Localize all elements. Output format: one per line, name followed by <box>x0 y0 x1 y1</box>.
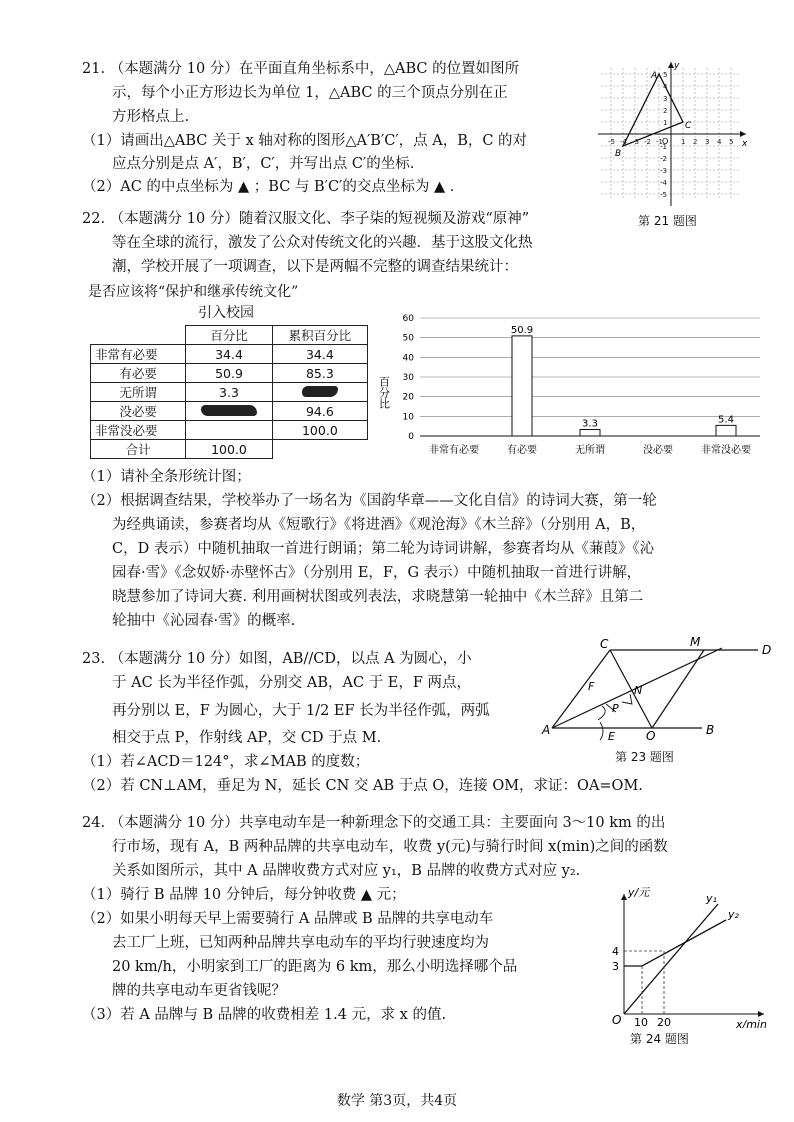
q21-line-1: 21. （本题满分 10 分）在平面直角坐标系中，△ABC 的位置如图所 <box>82 61 520 77</box>
q24-line-8: 牌的共享电动车更省钱呢？ <box>112 983 286 999</box>
table-header-cell: 百分比 <box>186 326 273 345</box>
table-cell: 合计 <box>91 440 186 459</box>
q21-point-a: A <box>651 71 658 81</box>
table-cell: 非常有必要 <box>91 345 186 364</box>
table-row <box>91 364 368 383</box>
q21-line-4: （1）请画出△ABC 关于 x 轴对称的图形△A′B′C′，点 A，B，C 的对 <box>82 133 528 149</box>
table-header-cell <box>91 326 186 345</box>
q21-xtick: -3 <box>632 138 639 146</box>
table-cell-obscured <box>272 383 367 402</box>
chart-data-label: 3.3 <box>582 418 598 430</box>
q21-point-b: B <box>615 149 622 159</box>
q23-geometry-figure <box>540 636 774 760</box>
survey-table <box>90 325 368 459</box>
tick-4: 4 <box>612 945 619 958</box>
q24-line-7: 20 km/h，小明家到工厂的距离为 6 km，那么小明选择哪个品 <box>112 959 518 975</box>
origin-label: O <box>612 1013 622 1027</box>
table-row <box>91 345 368 364</box>
label-c: C <box>600 637 609 651</box>
table-cell: 非常没必要 <box>91 421 186 440</box>
table-cell: 50.9 <box>186 364 273 383</box>
tick-20: 20 <box>657 1016 671 1028</box>
q21-xtick: 4 <box>717 138 722 146</box>
chart-ytick-label: 30 <box>402 373 414 383</box>
q22-sub-2-line: 轮抽中《沁园春·雪》的概率. <box>112 613 296 629</box>
q21-xtick: -5 <box>608 138 615 146</box>
q21-line-3: 方形格点上. <box>112 109 190 125</box>
q22-sub-2-line: 晓慧参加了诗词大赛. 利用画树状图或列表法，求晓慧第一轮抽中《木兰辞》且第二 <box>112 589 644 605</box>
q24-x-label: x/min <box>736 1018 767 1028</box>
q24-line-5: （2）如果小明每天早上需要骑行 A 品牌或 B 品牌的共享电动车 <box>82 911 494 927</box>
label-o: O <box>646 729 656 743</box>
table-cell: 34.4 <box>272 345 367 364</box>
chart-category-label: 非常没必要 <box>701 445 751 456</box>
q21-coordinate-grid <box>596 58 756 210</box>
q23-line-4: 相交于点 P，作射线 AP，交 CD 于点 M. <box>112 730 382 746</box>
chart-category-label: 非常有必要 <box>429 445 479 456</box>
q22-line-1: 22. （本题满分 10 分）随着汉服文化、李子柒的短视频及游戏“原神” <box>82 211 530 227</box>
line-ac <box>552 650 610 728</box>
q21-ytick: 2 <box>663 107 668 115</box>
chart-category-label: 没必要 <box>643 445 673 456</box>
q22-sub-2-line: 园春·雪》《念奴娇·赤壁怀古》（分别用 E，F，G 表示）中随机抽取一首进行讲解， <box>112 565 642 581</box>
bar-chart <box>372 306 764 460</box>
line-y2 <box>624 920 726 966</box>
label-y1: y₁ <box>706 892 717 905</box>
q21-x-label: x <box>742 139 748 149</box>
q21-ytick: -2 <box>660 155 667 163</box>
table-cell: 无所谓 <box>91 383 186 402</box>
q21-xtick: -1 <box>656 138 663 146</box>
table-cell: 100.0 <box>272 421 367 440</box>
q22-line-2: 等在全球的流行，激发了公众对传统文化的兴趣．基于这股文化热 <box>112 235 533 251</box>
chart-data-label: 50.9 <box>510 324 534 336</box>
table-cell <box>186 421 273 440</box>
ink-blot <box>201 405 257 416</box>
chart-ylabel: 百分比 <box>377 376 391 409</box>
q21-y-label: y <box>674 61 680 71</box>
tick-3: 3 <box>612 960 619 973</box>
line-y1 <box>624 904 718 1014</box>
q21-ytick: -4 <box>660 179 667 187</box>
label-b: B <box>706 723 715 737</box>
table-cell: 85.3 <box>272 364 367 383</box>
label-e: E <box>608 730 615 743</box>
chart-ytick-label: 50 <box>402 333 414 344</box>
table-title: 是否应该将“保护和继承传统文化” <box>88 284 299 300</box>
ink-blot <box>302 386 338 397</box>
chart-bar <box>580 430 600 436</box>
q21-ytick: 3 <box>663 95 668 103</box>
table-cell: 有必要 <box>91 364 186 383</box>
q22-sub-2: （2）根据调查结果，学校举办了一场名为《国韵华章——文化自信》的诗词大赛，第一轮 <box>82 493 657 509</box>
page-footer: 数学 第3页，共4页 <box>336 1093 458 1109</box>
table-row <box>91 383 368 402</box>
chart-category-label: 有必要 <box>507 445 537 456</box>
chart-ytick-label: 0 <box>408 432 414 442</box>
q22-sub-2-line: C，D 表示）中随机抽取一首进行朗诵；第二轮为诗词讲解，参赛者均从《蒹葭》《沁 <box>112 541 655 557</box>
chart-ytick-label: 20 <box>402 392 414 403</box>
chart-data-label: 5.4 <box>718 414 734 426</box>
label-n: N <box>634 684 643 697</box>
q23-line-3: 再分别以 E，F 为圆心，大于 1/2 EF 长为半径作弧，两弧 <box>112 703 490 719</box>
chart-bar <box>512 336 532 436</box>
q21-ytick: 4 <box>663 83 668 91</box>
table-cell: 3.3 <box>186 383 273 402</box>
q21-ytick: -1 <box>660 143 667 151</box>
q23-caption: 第 23 题图 <box>615 750 674 764</box>
table-cell: 34.4 <box>186 345 273 364</box>
label-p: P <box>612 702 619 715</box>
right-angle-mark <box>622 694 632 704</box>
table-cell <box>272 440 367 459</box>
q21-xtick: -4 <box>620 138 627 146</box>
q24-line-4: （1）骑行 B 品牌 10 分钟后，每分钟收费 ▲ 元； <box>82 887 406 903</box>
q24-line-6: 去工厂上班，已知两种品牌共享电动车的平均行驶速度均为 <box>112 935 489 951</box>
line-om <box>652 650 704 728</box>
q21-origin-label: O <box>662 137 669 146</box>
q22-sub-1: （1）请补全条形统计图； <box>82 469 251 485</box>
q21-line-5: 应点分别是点 A′，B′，C′，并写出点 C′的坐标. <box>112 156 415 172</box>
table-cell: 94.6 <box>272 402 367 421</box>
q22-sub-2-line: 为经典诵读，参赛者均从《短歌行》《将进酒》《观沧海》《木兰辞》（分别用 A，B， <box>112 517 646 533</box>
q23-line-6: （2）若 CN⊥AM，垂足为 N，延长 CN 交 AB 于点 O，连接 OM，求证：OA=OM. <box>82 778 643 794</box>
q23-line-5: （1）若∠ACD＝124°，求∠MAB 的度数； <box>82 754 370 770</box>
line-co <box>610 650 652 728</box>
table-row <box>91 440 368 459</box>
q21-xtick: 3 <box>705 138 710 146</box>
q21-ytick: 1 <box>663 119 668 127</box>
arc-f <box>598 706 605 720</box>
chart-ytick-label: 60 <box>402 314 414 324</box>
q21-xtick: 5 <box>729 138 734 146</box>
table-cell: 没必要 <box>91 402 186 421</box>
q21-line-6: （2）AC 的中点坐标为 ▲ ；BC 与 B′C′的交点坐标为 ▲ . <box>82 179 455 195</box>
chart-ytick-label: 40 <box>402 353 414 364</box>
arc-e <box>600 722 603 740</box>
label-f: F <box>588 680 595 693</box>
chart-ytick-label: 10 <box>402 412 414 423</box>
q24-y-label: y/元 <box>628 886 650 899</box>
table-cell-obscured <box>186 402 273 421</box>
q24-function-graph <box>588 886 768 1028</box>
table-cell: 100.0 <box>186 440 273 459</box>
tick-10: 10 <box>634 1016 648 1028</box>
label-d: D <box>762 643 772 657</box>
chart-bar <box>716 425 736 436</box>
label-a: A <box>542 723 551 737</box>
q21-line-2: 示，每个小正方形边长为单位 1，△ABC 的三个顶点分别在正 <box>112 85 508 101</box>
q23-line-2: 于 AC 长为半径作弧，分别交 AB，AC 于 E，F 两点， <box>112 675 472 691</box>
q21-xtick: 2 <box>693 138 698 146</box>
q24-line-1: 24. （本题满分 10 分）共享电动车是一种新理念下的交通工具：主要面向 3～10 km 的出 <box>82 815 666 831</box>
q24-caption: 第 24 题图 <box>630 1032 689 1046</box>
q21-point-c: C <box>685 121 692 131</box>
table-row <box>91 402 368 421</box>
q24-line-2: 行市场，现有 A，B 两种品牌的共享电动车，收费 y(元)与骑行时间 x(min)之间的函数 <box>112 839 668 855</box>
q21-xtick: -2 <box>644 138 651 146</box>
q21-ytick: -3 <box>660 167 667 175</box>
label-y2: y₂ <box>728 908 739 921</box>
q23-line-1: 23. （本题满分 10 分）如图，AB//CD，以点 A 为圆心，小 <box>82 651 472 667</box>
q21-caption: 第 21 题图 <box>638 214 697 228</box>
table-header-row <box>91 326 368 345</box>
table-row <box>91 421 368 440</box>
chart-category-label: 无所谓 <box>575 445 605 456</box>
table-header-cell: 累积百分比 <box>272 326 367 345</box>
label-m: M <box>690 636 701 649</box>
q21-ytick: -5 <box>660 191 667 199</box>
q21-xtick: 1 <box>681 138 686 146</box>
q24-line-3: 关系如图所示，其中 A 品牌收费方式对应 y₁，B 品牌的收费方式对应 y₂. <box>112 863 581 879</box>
q22-line-3: 潮，学校开展了一项调查，以下是两幅不完整的调查结果统计： <box>112 259 518 275</box>
table-title-2: 引入校园 <box>198 305 254 321</box>
q24-line-9: （3）若 A 品牌与 B 品牌的收费相差 1.4 元，求 x 的值. <box>82 1007 447 1023</box>
q21-ytick: 5 <box>663 71 668 79</box>
